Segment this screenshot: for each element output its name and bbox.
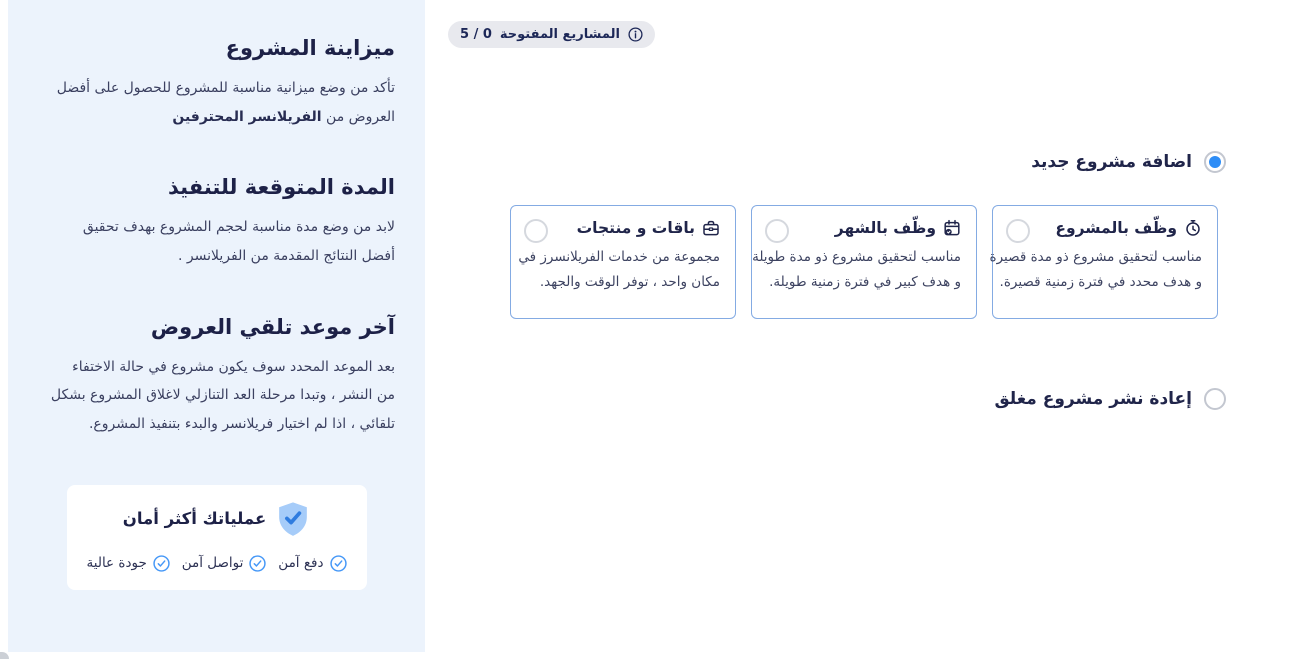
circle-check-icon — [153, 555, 170, 572]
card-hire-by-month[interactable] — [751, 205, 977, 319]
card-radio-packages-products[interactable] — [524, 219, 548, 243]
card-description: مناسب لتحقيق مشروع ذو مدة قصيرة و هدف محدد في فترة زمنية قصيرة. — [989, 249, 1202, 290]
page-corner-artifact — [0, 652, 9, 659]
radio-republish-label: إعادة نشر مشروع مغلق — [994, 389, 1192, 409]
section-project-budget — [38, 36, 395, 131]
card-description: مناسب لتحقيق مشروع ذو مدة طويلة و هدف كبير في فترة زمنية طويلة. — [752, 249, 961, 290]
card-title: وظّف بالمشروع — [1055, 219, 1177, 237]
open-projects-badge — [448, 21, 655, 48]
section-text: تأكد من وضع ميزانية مناسبة للمشروع للحصول على أفضل العروض من الفريلانسر المحترفين — [56, 80, 395, 125]
radio-row-republish[interactable] — [994, 388, 1226, 410]
security-card — [67, 485, 367, 590]
section-title: آخر موعد تلقي العروض — [150, 314, 395, 339]
freelancer-bold-text: الفريلانسر المحترفين — [172, 108, 322, 125]
card-title: باقات و منتجات — [576, 219, 695, 237]
radio-republish[interactable] — [1204, 388, 1226, 410]
card-radio-hire-by-project[interactable] — [1006, 219, 1030, 243]
card-hire-by-project[interactable] — [989, 205, 1218, 319]
radio-row-new-project[interactable] — [1031, 151, 1226, 173]
calendar-clock-icon — [943, 219, 961, 237]
circle-check-icon — [249, 555, 266, 572]
circle-check-icon — [330, 555, 347, 572]
shield-check-icon — [276, 501, 310, 537]
section-text: بعد الموعد المحدد سوف يكون مشروع في حالة الاختفاء من النشر ، وتبدا مرحلة العد التنازلي لاغلاق المشروع بشكل تلقائي ، اذا لم اختيار فريلانسر والبدء بتنفيذ المشروع. — [50, 358, 395, 433]
project-type-cards — [510, 205, 1218, 319]
security-item-high-quality: جودة عالية — [87, 555, 170, 572]
card-title: وظّف بالشهر — [834, 219, 936, 237]
card-packages-products[interactable] — [510, 205, 736, 319]
card-description: مجموعة من خدمات الفريلانسرز في مكان واحد ، توفر الوقت والجهد. — [518, 249, 720, 290]
info-icon[interactable] — [628, 27, 643, 42]
open-projects-label: المشاريع المفتوحة — [499, 27, 620, 42]
open-projects-count: 5 / 0 — [460, 27, 492, 42]
card-radio-hire-by-month[interactable] — [765, 219, 789, 243]
section-title: ميزاينة المشروع — [225, 36, 395, 60]
security-item-safe-communication: تواصل آمن — [182, 555, 267, 572]
section-title: المدة المتوقعة للتنفيذ — [168, 175, 395, 200]
info-sidebar — [8, 0, 425, 652]
radio-selected-dot — [1209, 156, 1221, 168]
clock-icon — [1184, 219, 1202, 237]
security-item-safe-payment: دفع آمن — [278, 555, 346, 572]
section-text: لابد من وضع مدة مناسبة لحجم المشروع بهدف تحقيق أفضل النتائج المقدمة من الفريلانسر . — [82, 219, 395, 265]
section-expected-duration — [38, 175, 395, 270]
radio-new-project-label: اضافة مشروع جديد — [1031, 152, 1192, 172]
radio-new-project[interactable] — [1204, 151, 1226, 173]
section-offers-deadline — [38, 315, 395, 439]
briefcase-icon — [702, 219, 720, 237]
security-card-title: عملياتك أكثر أمان — [122, 509, 267, 529]
